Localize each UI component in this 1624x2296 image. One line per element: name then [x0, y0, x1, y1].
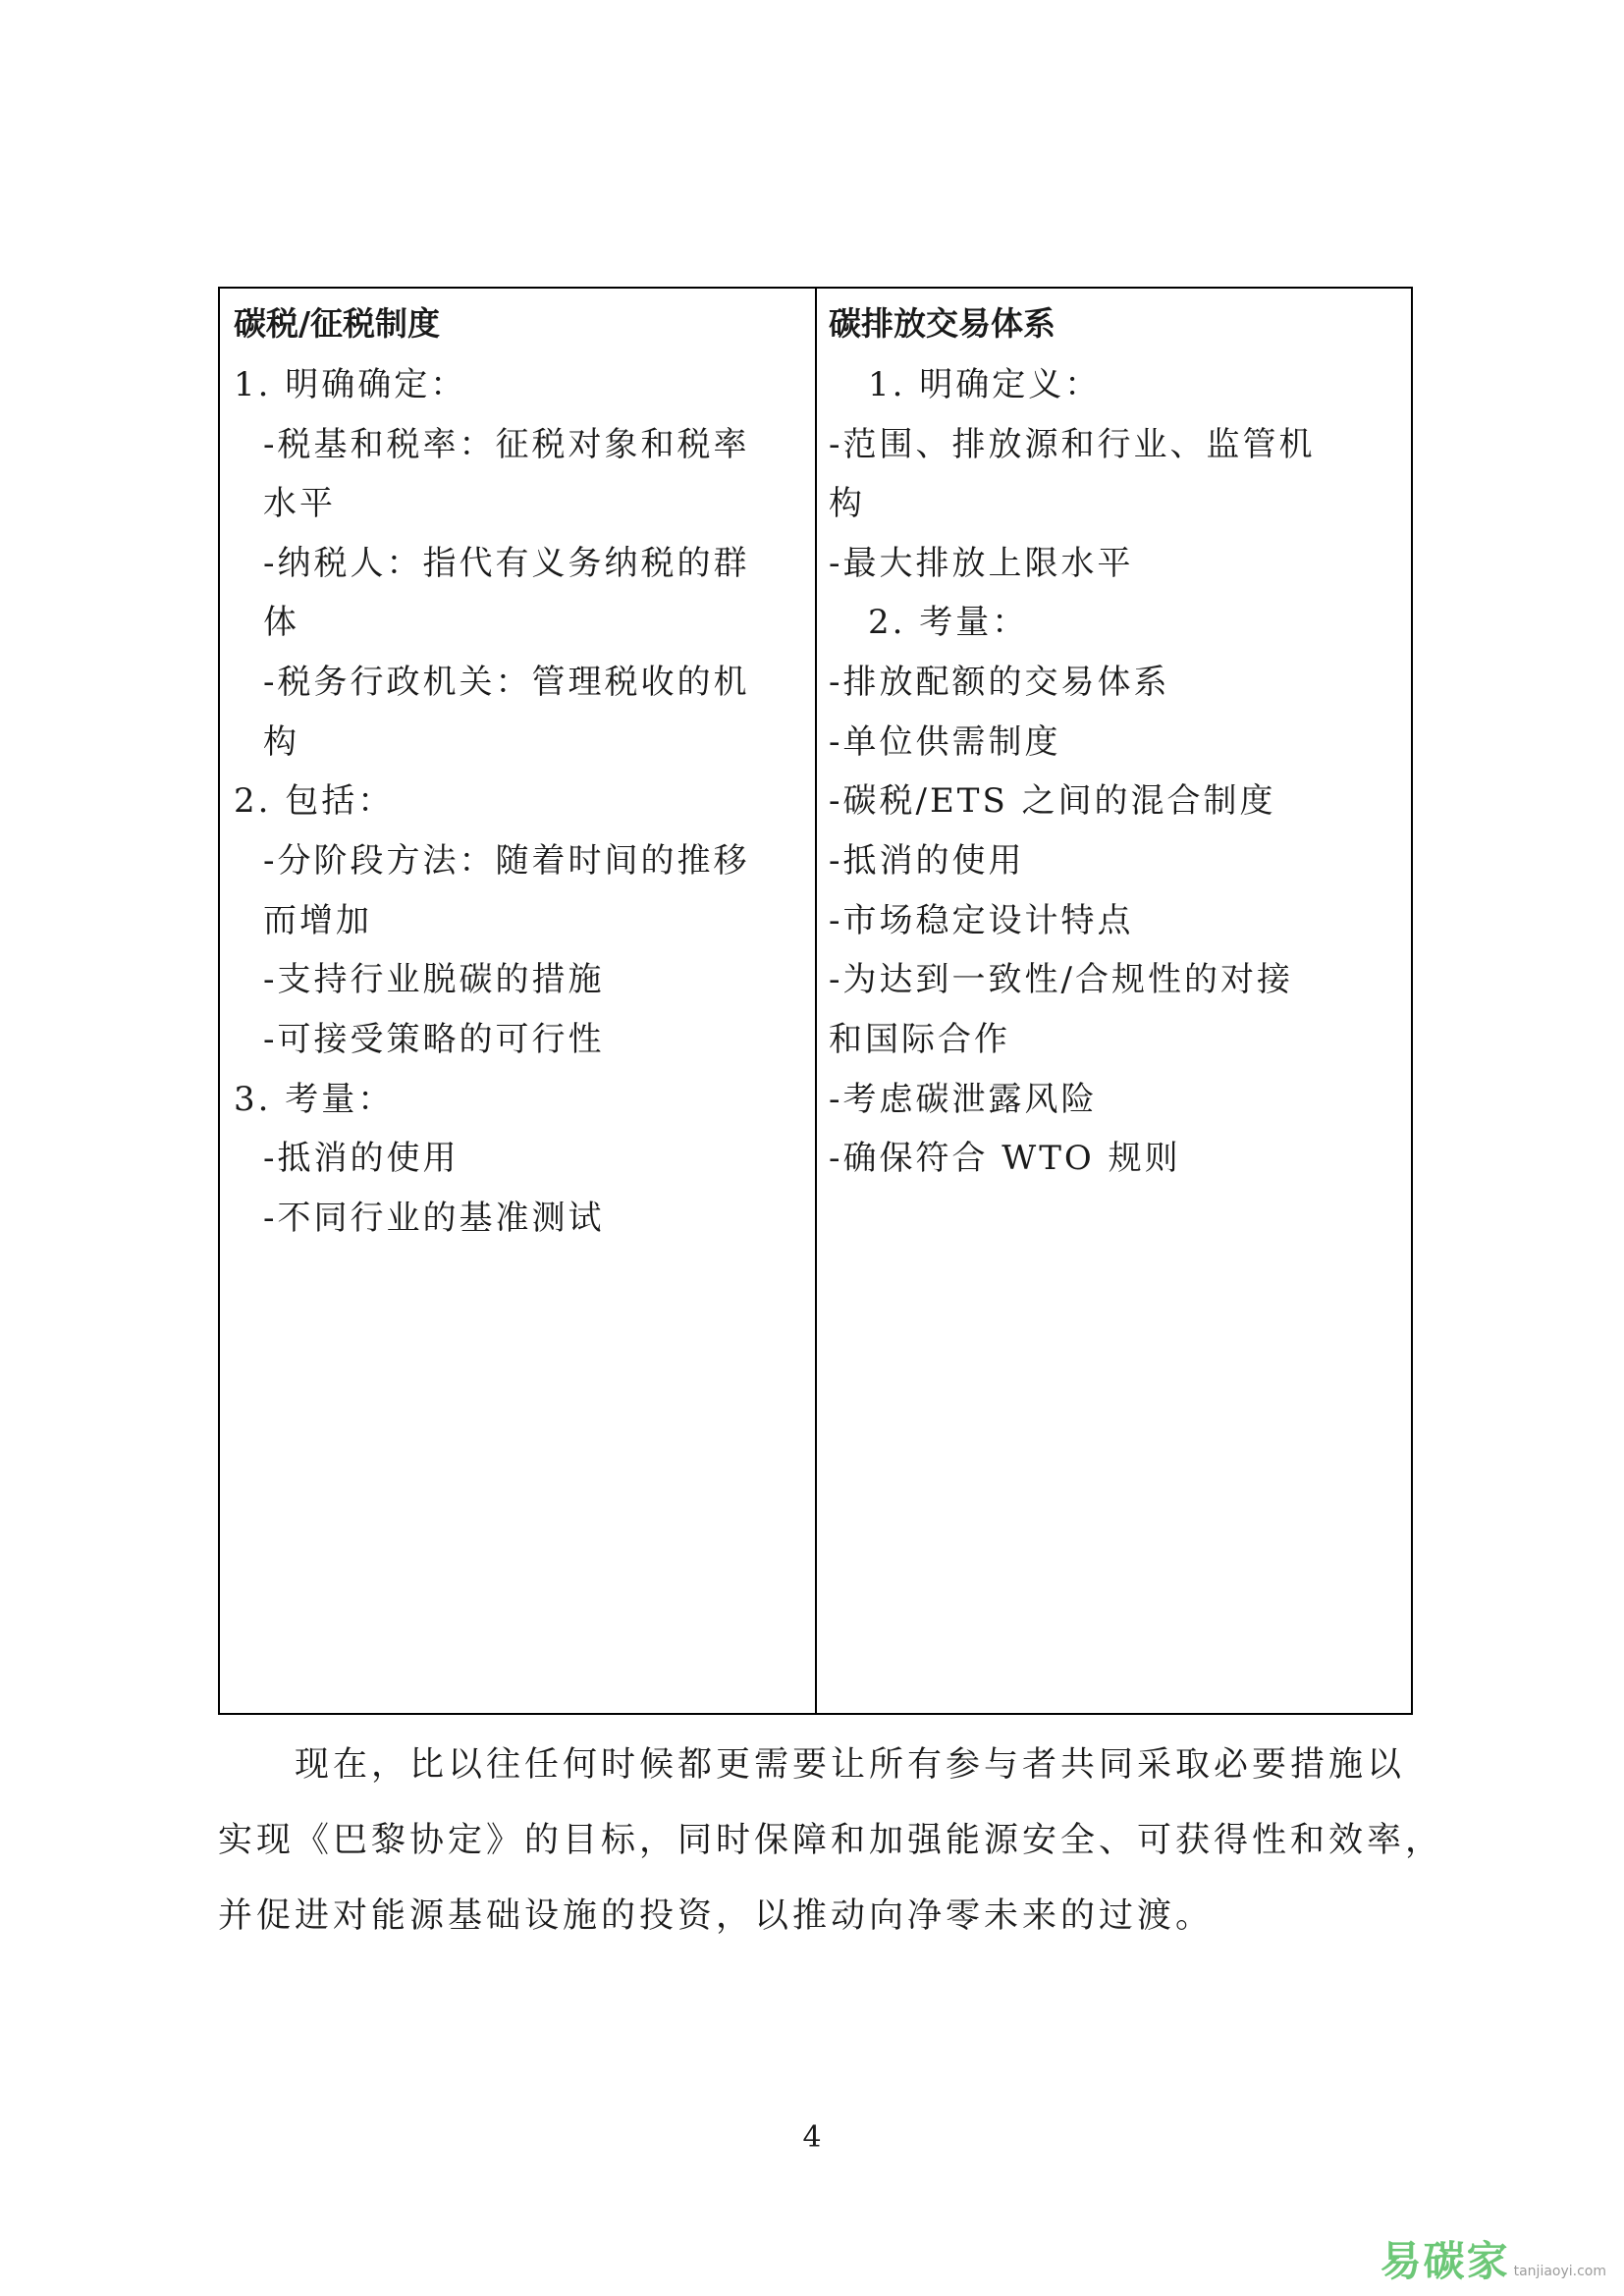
list-item: -市场稳定设计特点: [829, 901, 1134, 940]
comparison-table: [218, 287, 1413, 1715]
list-item: -可接受策略的可行性: [263, 1020, 605, 1059]
list-item: -为达到一致性/合规性的对接: [829, 960, 1293, 999]
list-item: -不同行业的基准测试: [263, 1199, 605, 1238]
list-item: -支持行业脱碳的措施: [263, 960, 605, 999]
list-item: -考虑碳泄露风险: [829, 1080, 1098, 1119]
list-item: 而增加: [263, 901, 372, 940]
list-item: 构: [829, 484, 865, 523]
list-item: -单位供需制度: [829, 722, 1061, 762]
list-item: 1. 明确定义：: [868, 365, 1102, 404]
list-item: -抵消的使用: [829, 841, 1025, 881]
list-item: -税基和税率：征税对象和税率: [263, 425, 750, 464]
page-number: 4: [802, 2120, 822, 2155]
carbon-tax-heading: 碳税/征税制度: [234, 304, 441, 343]
carbon-tax-column: [220, 289, 817, 1713]
list-item: -纳税人：指代有义务纳税的群: [263, 544, 750, 583]
list-item: 2. 包括：: [234, 781, 395, 821]
body-paragraph-line: 现在，比以往任何时候都更需要让所有参与者共同采取必要措施以: [295, 1745, 1406, 1785]
watermark-domain: tanjiaoyi.com: [1513, 2264, 1606, 2279]
list-item: 体: [263, 603, 299, 642]
list-item: 1. 明确确定：: [234, 365, 467, 404]
list-item: 3. 考量：: [234, 1080, 395, 1119]
body-paragraph-line: 并促进对能源基础设施的投资，以推动向净零未来的过渡。: [218, 1896, 1215, 1936]
list-item: -范围、排放源和行业、监管机: [829, 425, 1316, 464]
list-item: -确保符合 WTO 规则: [829, 1139, 1181, 1178]
list-item: -碳税/ETS 之间的混合制度: [829, 781, 1276, 821]
watermark-text: 易碳家: [1380, 2237, 1510, 2285]
list-item: 2. 考量：: [868, 603, 1029, 642]
watermark-logo: [1380, 2229, 1606, 2288]
list-item: -排放配额的交易体系: [829, 663, 1170, 702]
list-item: 构: [263, 722, 299, 762]
list-item: -最大排放上限水平: [829, 544, 1134, 583]
ets-column: [817, 289, 1411, 1713]
list-item: -分阶段方法：随着时间的推移: [263, 841, 750, 881]
ets-heading: 碳排放交易体系: [829, 304, 1056, 343]
list-item: 和国际合作: [829, 1020, 1010, 1059]
list-item: -抵消的使用: [263, 1139, 460, 1178]
list-item: 水平: [263, 484, 336, 523]
list-item: -税务行政机关：管理税收的机: [263, 663, 750, 702]
body-paragraph-line: 实现《巴黎协定》的目标，同时保障和加强能源安全、可获得性和效率，: [218, 1821, 1444, 1860]
